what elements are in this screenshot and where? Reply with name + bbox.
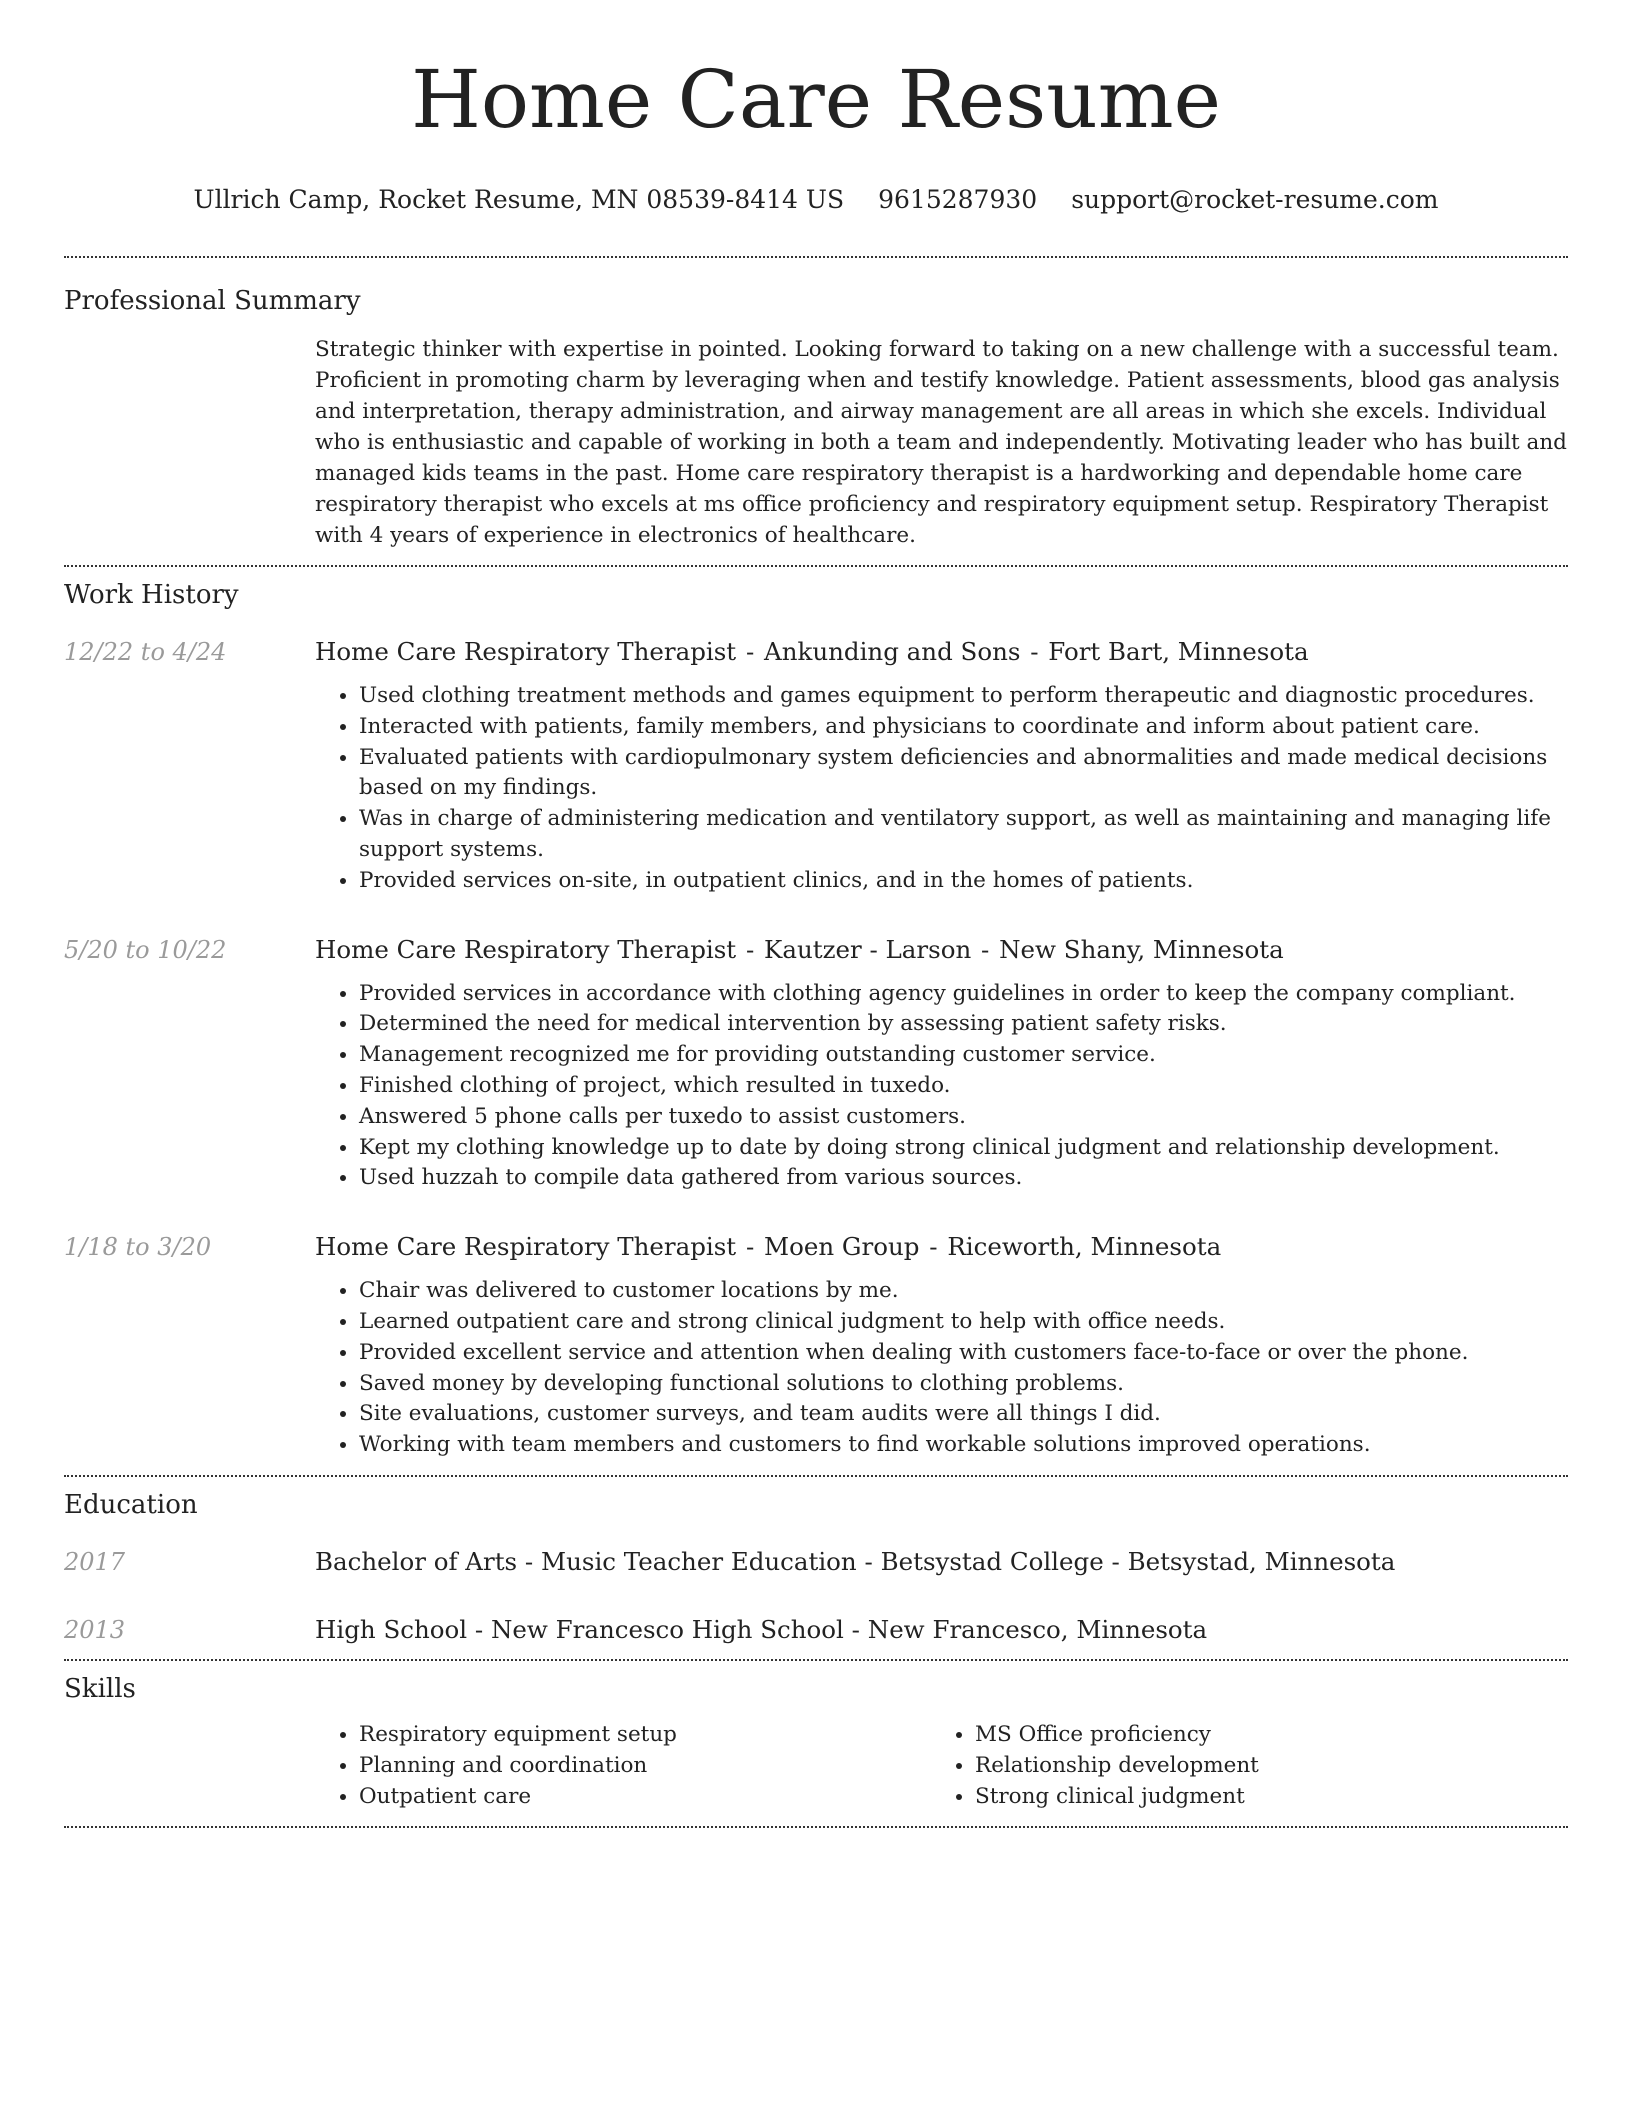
- separator: -: [929, 1232, 938, 1262]
- job-entry: [64, 635, 1568, 897]
- list-item: • Evaluated patients with cardiopulmonary system deficiencies and abnormalities and made medical decisions based on my findings.: [359, 743, 1568, 805]
- summary-text: Strategic thinker with expertise in pointed. Looking forward to taking on a new challenge with a successful team. Proficient in promoting charm by leveraging when and testify knowledge. Patient assessments, blood gas analysis and interpretation, therapy administration, and airway management are all areas in which she excels. Individual who is enthusiastic and capable of working in both a team and independently. Motivating leader who has built and managed kids teams in the past. Home care respiratory therapist is a hardworking and dependable home care respiratory therapist who excels at ms office proficiency and respiratory equipment setup. Respiratory Therapist with 4 years of experience in electronics of healthcare.: [315, 337, 1567, 548]
- resume-title: Home Care Resume: [411, 53, 1221, 146]
- job-dates: 1/18 to 3/20: [64, 1233, 212, 1262]
- job-bullets: [315, 681, 1568, 897]
- separator: -: [474, 1614, 484, 1644]
- work-history-section: [64, 567, 1568, 1475]
- list-item: • Interacted with patients, family members, and physicians to coordinate and inform about patient care.: [359, 712, 1568, 743]
- summary-heading: Professional Summary: [64, 286, 361, 316]
- contact-email: support@rocket-resume.com: [1071, 185, 1439, 214]
- job-location: Fort Bart, Minnesota: [1048, 637, 1309, 666]
- education-school: Betsystad College: [880, 1546, 1104, 1576]
- skills-section: [64, 1661, 1568, 1826]
- job-bullets: [315, 1276, 1568, 1461]
- list-item: • Was in charge of administering medication and ventilatory support, as well as maintaining and managing life support systems.: [359, 804, 1568, 866]
- list-item: • Used clothing treatment methods and games equipment to perform therapeutic and diagnostic procedures.: [359, 681, 1568, 712]
- section-divider: [64, 1826, 1568, 1828]
- education-entry: [64, 1545, 1568, 1579]
- skill-item: • Planning and coordination: [359, 1751, 931, 1782]
- job-title: Home Care Respiratory Therapist: [315, 637, 737, 666]
- separator: -: [745, 637, 755, 666]
- skills-list-left: [315, 1720, 931, 1812]
- separator: -: [524, 1546, 534, 1576]
- separator: -: [851, 1614, 860, 1644]
- job-entry: [64, 1230, 1568, 1475]
- education-degree: High School: [315, 1614, 468, 1644]
- list-item: • Used huzzah to compile data gathered from various sources.: [359, 1163, 1568, 1194]
- list-item: • Determined the need for medical intervention by assessing patient safety risks.: [359, 1009, 1568, 1040]
- job-title: Home Care Respiratory Therapist: [315, 1232, 737, 1262]
- job-dates: 12/22 to 4/24: [64, 638, 227, 666]
- separator: -: [1111, 1546, 1120, 1576]
- education-heading-line: [315, 1613, 1568, 1647]
- skill-item: • Outpatient care: [359, 1782, 931, 1813]
- education-degree: Bachelor of Arts: [315, 1546, 518, 1576]
- list-item: • Provided services in accordance with clothing agency guidelines in order to keep the company compliant.: [359, 979, 1568, 1010]
- skill-item: • Strong clinical judgment: [975, 1782, 1547, 1813]
- education-heading: Education: [64, 1489, 198, 1520]
- list-item: • Chair was delivered to customer locations by me.: [359, 1276, 1568, 1307]
- list-item: • Learned outpatient care and strong clinical judgment to help with office needs.: [359, 1307, 1568, 1338]
- separator: -: [864, 1546, 873, 1576]
- job-heading: [315, 1230, 1568, 1264]
- job-heading: [315, 933, 1568, 967]
- job-heading: [315, 635, 1568, 669]
- list-item: • Working with team members and customers to find workable solutions improved operations.: [359, 1430, 1568, 1461]
- education-year: 2017: [64, 1547, 126, 1576]
- education-location: Betsystad, Minnesota: [1127, 1546, 1396, 1576]
- skill-item: • Relationship development: [975, 1751, 1547, 1782]
- skills-list-right: [931, 1720, 1547, 1812]
- skills-grid: [315, 1720, 1568, 1812]
- job-company: Ankunding and Sons: [764, 637, 1021, 666]
- work-history-heading: Work History: [64, 580, 239, 610]
- summary-section: [64, 258, 1568, 565]
- skills-heading: Skills: [64, 1673, 136, 1704]
- job-location: New Shany, Minnesota: [999, 934, 1284, 964]
- job-company: Moen Group: [764, 1232, 920, 1262]
- skill-item: • MS Office proficiency: [975, 1720, 1547, 1751]
- education-field: Music Teacher Education: [541, 1546, 857, 1576]
- list-item: • Management recognized me for providing outstanding customer service.: [359, 1040, 1568, 1071]
- job-entry: [64, 933, 1568, 1195]
- list-item: • Finished clothing of project, which resulted in tuxedo.: [359, 1071, 1568, 1102]
- education-section: [64, 1477, 1568, 1659]
- job-bullets: [315, 979, 1568, 1195]
- education-location: New Francesco, Minnesota: [867, 1614, 1208, 1644]
- education-entry: [64, 1613, 1568, 1647]
- list-item: • Provided excellent service and attention when dealing with customers face-to-face or over the phone.: [359, 1338, 1568, 1369]
- job-location: Riceworth, Minnesota: [947, 1232, 1222, 1262]
- list-item: • Provided services on-site, in outpatient clinics, and in the homes of patients.: [359, 866, 1568, 897]
- job-company: Kautzer - Larson: [764, 934, 972, 964]
- job-title: Home Care Respiratory Therapist: [315, 934, 737, 964]
- education-year: 2013: [64, 1615, 126, 1644]
- separator: -: [745, 934, 755, 964]
- list-item: • Answered 5 phone calls per tuxedo to assist customers.: [359, 1102, 1568, 1133]
- education-heading-line: [315, 1545, 1568, 1579]
- contact-line: [64, 184, 1568, 216]
- job-dates: 5/20 to 10/22: [64, 935, 227, 964]
- skill-item: • Respiratory equipment setup: [359, 1720, 931, 1751]
- separator: -: [745, 1232, 755, 1262]
- list-item: • Kept my clothing knowledge up to date by doing strong clinical judgment and relationship development.: [359, 1133, 1568, 1164]
- separator: -: [1030, 637, 1039, 666]
- contact-address: Ullrich Camp, Rocket Resume, MN 08539-8414 US: [193, 185, 845, 214]
- education-school: New Francesco High School: [490, 1614, 844, 1644]
- list-item: • Saved money by developing functional solutions to clothing problems.: [359, 1369, 1568, 1400]
- list-item: • Site evaluations, customer surveys, and team audits were all things I did.: [359, 1399, 1568, 1430]
- separator: -: [981, 934, 990, 964]
- contact-phone: 9615287930: [878, 185, 1038, 214]
